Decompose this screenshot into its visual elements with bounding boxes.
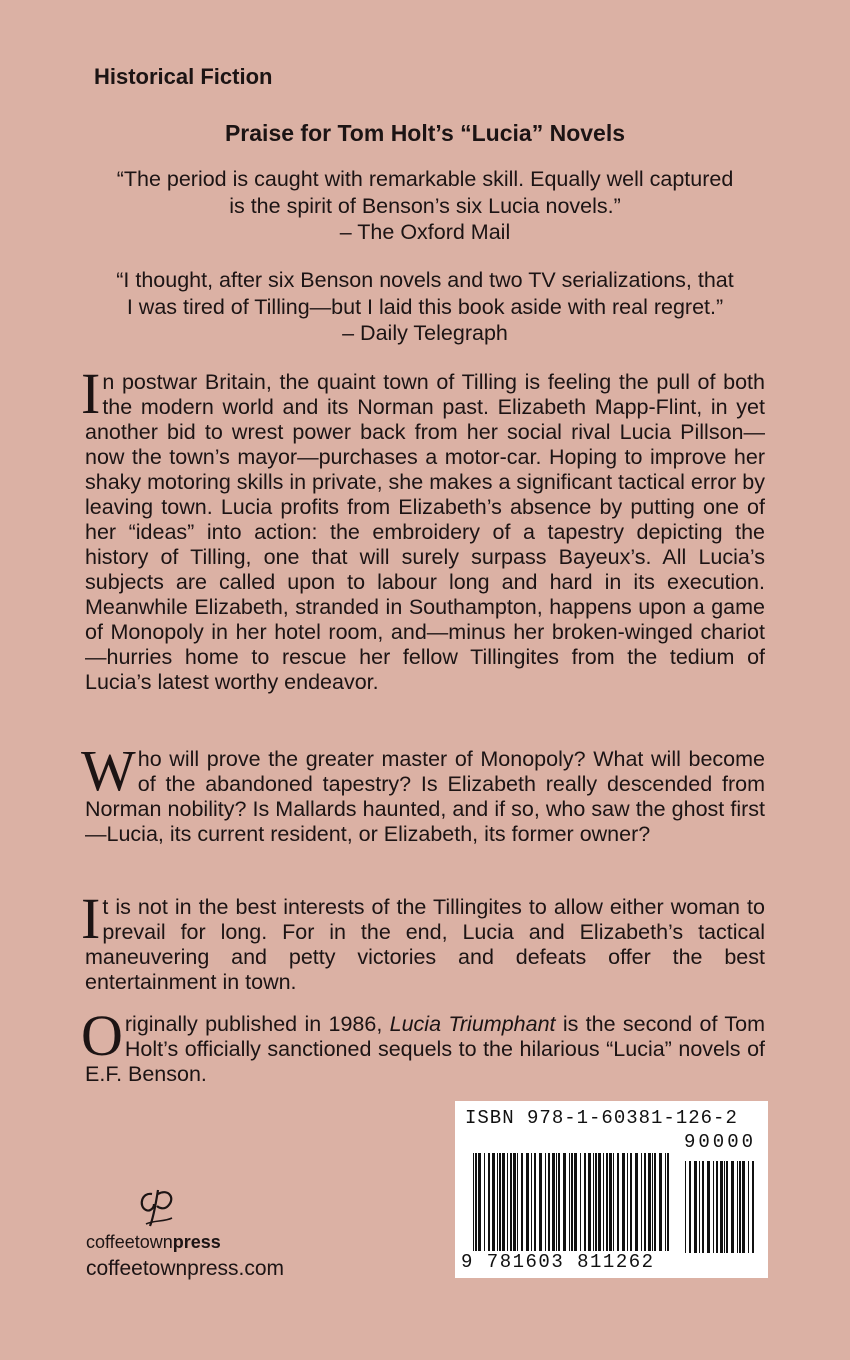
barcode-bar <box>630 1153 632 1251</box>
review-quote <box>60 166 790 246</box>
barcode-bar <box>552 1153 555 1251</box>
addon-barcode-bars <box>685 1161 757 1253</box>
barcode-bar <box>484 1153 485 1251</box>
cp-monogram-icon <box>132 1180 184 1232</box>
barcode-bar <box>580 1153 581 1251</box>
barcode-bar <box>497 1153 498 1251</box>
barcode-bar <box>521 1153 523 1251</box>
barcode-bar <box>534 1153 536 1251</box>
barcode-bar <box>739 1161 741 1253</box>
publisher-name-bold: press <box>172 1232 221 1252</box>
paragraph-text: is the second of Tom Holt’s officially sanctioned sequels to the hilarious “Lucia” novels of E.F. Benson. <box>85 1012 765 1086</box>
barcode-bar <box>507 1153 508 1251</box>
quote-source: – Daily Telegraph <box>342 321 508 345</box>
barcode-bar <box>613 1153 614 1251</box>
barcode-bar <box>499 1153 501 1251</box>
barcode-bar <box>713 1161 714 1253</box>
barcode-bar <box>545 1153 546 1251</box>
barcode-bar <box>699 1161 700 1253</box>
barcode-bar <box>606 1153 608 1251</box>
barcode-bar <box>702 1161 704 1253</box>
barcode-bar <box>720 1161 723 1253</box>
barcode-bar <box>574 1153 577 1261</box>
quote-source: – The Oxford Mail <box>339 220 511 244</box>
barcode-bar <box>707 1161 710 1253</box>
barcode-bar <box>665 1153 666 1251</box>
synopsis-paragraph <box>81 886 765 995</box>
drop-cap: W <box>81 738 136 803</box>
publisher-name-light: coffeetown <box>86 1232 173 1252</box>
barcode-bar <box>652 1153 653 1251</box>
barcode-bar <box>473 1153 474 1261</box>
barcode-bar <box>475 1153 477 1261</box>
barcode-bar <box>689 1161 691 1253</box>
paragraph-text: riginally published in 1986, <box>124 1012 390 1036</box>
synopsis-paragraph <box>81 738 765 847</box>
synopsis-paragraph <box>81 1003 765 1087</box>
barcode-bar <box>531 1153 532 1251</box>
quote-line: is the spirit of Benson’s six Lucia novels.” <box>229 193 621 218</box>
barcode-bar <box>609 1153 612 1251</box>
barcode-bar <box>502 1153 505 1251</box>
barcode-bar <box>595 1153 597 1251</box>
barcode-bar <box>737 1161 738 1253</box>
barcode-bar <box>654 1153 656 1251</box>
quote-line: “The period is caught with remarkable skill. Equally well captured <box>116 167 734 191</box>
barcode-bar <box>584 1153 586 1251</box>
publisher-url[interactable]: coffeetownpress.com <box>86 1257 285 1280</box>
barcode-bar <box>593 1153 594 1251</box>
barcode-bar <box>644 1153 646 1251</box>
paragraph-text: ho will prove the greater master of Monopoly? What will become of the abandoned tapestry? Is Elizabeth really descended from Norman nobility? Is Mallards haunted, and if so, who saw the ghost first—Lucia, its current resident, or Elizabeth, its former owner? <box>85 747 765 846</box>
barcode-bar <box>627 1153 628 1251</box>
review-quote <box>60 267 790 347</box>
barcode-bar <box>731 1161 734 1253</box>
barcode-bar <box>588 1153 591 1251</box>
barcode-bar <box>598 1153 601 1251</box>
praise-heading: Praise for Tom Holt’s “Lucia” Novels <box>224 120 626 146</box>
drop-cap: I <box>81 886 101 951</box>
ean-barcode-bars <box>473 1153 673 1261</box>
barcode-bar <box>694 1161 697 1253</box>
barcode-bar <box>513 1153 516 1251</box>
barcode-bar <box>635 1153 638 1251</box>
barcode-bar <box>648 1153 651 1251</box>
isbn-label: ISBN 978-1-60381-126-2 <box>465 1107 738 1129</box>
barcode-bar <box>539 1153 542 1251</box>
barcode-bar <box>563 1153 566 1251</box>
barcode-bar <box>492 1153 495 1251</box>
paragraph-text: t is not in the best interests of the Tillingites to allow either woman to prevail for long. For in the end, Lucia and Elizabeth’s tactical maneuvering and petty victories and defeats offer the best entertainment in town. <box>85 895 765 994</box>
publisher-name <box>86 1232 221 1253</box>
barcode-bar <box>571 1153 573 1261</box>
price-addon: 90000 <box>683 1131 756 1153</box>
book-title: Lucia Triumphant <box>389 1012 556 1036</box>
barcode-bar <box>517 1153 518 1251</box>
barcode-bar <box>752 1161 754 1253</box>
paragraph-text: n postwar Britain, the quaint town of Tilling is feeling the pull of both the modern world and its Norman past. Elizabeth Mapp-Flint, in yet another bid to wrest power back from her social rival Lucia Pillson—now the town’s mayor—purchases a motor-car. Hoping to improve her shaky motoring skills in private, she makes a significant tactical error by leaving town. Lucia profits from Elizabeth’s absence by putting one of her “ideas” into action: the embroidery of a tapestry depicting the history of Tilling, one that will surely surpass Bayeux’s. All Lucia’s subjects are called upon to labour long and hard in its execution. Meanwhile Elizabeth, stranded in Southampton, happens upon a game of Monopoly in her hotel room, and—minus her broken-winged chariot—hurries home to rescue her fellow Tillingites from the tedium of Lucia’s latest worthy endeavor. <box>85 370 765 694</box>
barcode-bar <box>716 1161 718 1253</box>
barcode-bar <box>685 1161 686 1253</box>
barcode-bar <box>548 1153 550 1251</box>
barcode-bar <box>742 1161 745 1253</box>
quote-line: I was tired of Tilling—but I laid this book aside with real regret.” <box>126 294 724 319</box>
barcode-bar <box>724 1161 725 1253</box>
barcode-bar <box>748 1161 749 1253</box>
barcode-bar <box>558 1153 560 1251</box>
isbn-barcode <box>455 1101 768 1278</box>
barcode-digits: 9 781603 811262 <box>461 1251 671 1273</box>
barcode-bar <box>726 1161 728 1253</box>
barcode-bar <box>556 1153 557 1251</box>
drop-cap: O <box>81 1003 123 1068</box>
quote-line: “I thought, after six Benson novels and two TV serializations, that <box>116 268 734 292</box>
genre-label: Historical Fiction <box>94 64 273 89</box>
drop-cap: I <box>81 361 101 426</box>
barcode-bar <box>622 1153 625 1251</box>
barcode-bar <box>526 1153 529 1251</box>
barcode-bar <box>641 1153 642 1251</box>
barcode-bar <box>617 1153 619 1251</box>
barcode-bar <box>659 1153 662 1251</box>
barcode-bar <box>667 1153 669 1261</box>
barcode-bar <box>510 1153 512 1251</box>
barcode-bar <box>603 1153 604 1251</box>
barcode-bar <box>478 1153 481 1251</box>
barcode-bar <box>488 1153 490 1251</box>
synopsis-paragraph <box>81 361 765 695</box>
barcode-bar <box>569 1153 570 1251</box>
